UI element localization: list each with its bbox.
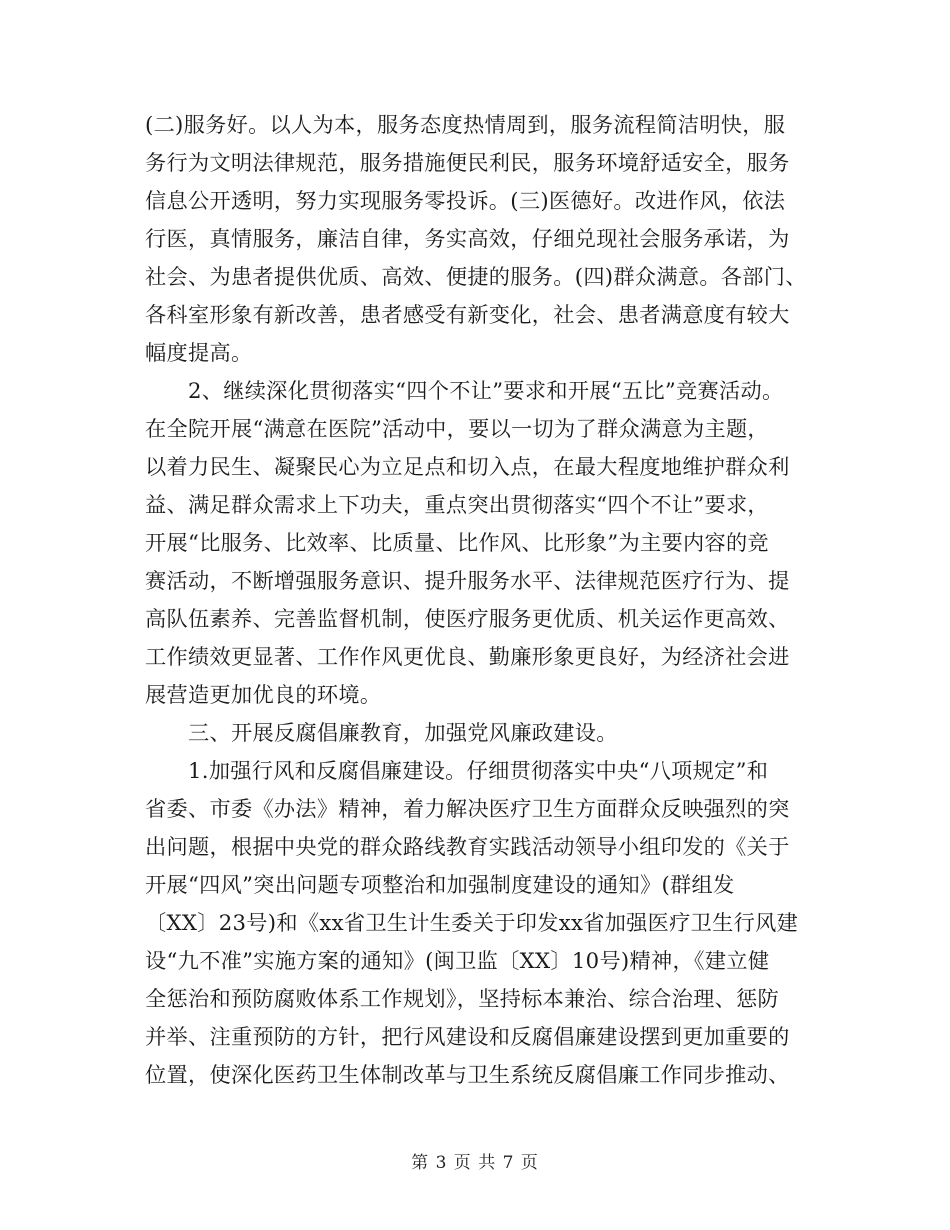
text-line: 展营造更加优良的环境。	[145, 682, 382, 707]
text-line: 高队伍素养、完善监督机制，使医疗服务更优质、机关运作更高效、	[145, 606, 790, 631]
text-line: (二)服务好。以人为本，服务态度热情周到，服务流程简洁明快，服	[145, 112, 786, 137]
text-line: 幅度提高。	[145, 340, 253, 365]
text-line: 赛活动，不断增强服务意识、提升服务水平、法律规范医疗行为、提	[145, 568, 790, 593]
text-line: 各科室形象有新改善，患者感受有新变化，社会、患者满意度有较大	[145, 302, 790, 327]
text-line: 社会、为患者提供优质、高效、便捷的服务。(四)群众满意。各部门、	[145, 264, 807, 289]
text-line: 全惩治和预防腐败体系工作规划》，坚持标本兼治、综合治理、惩防	[145, 986, 780, 1011]
text-line: 行医，真情服务，廉洁自律，务实高效，仔细兑现社会服务承诺，为	[145, 226, 790, 251]
text-line: 2、继续深化贯彻落实“四个不让”要求和开展“五比”竞赛活动。	[188, 378, 784, 403]
text-line: 信息公开透明，努力实现服务零投诉。(三)医德好。改进作风，依法	[145, 188, 786, 213]
text-line: 益、满足群众需求上下功夫，重点突出贯彻落实“四个不让”要求，	[145, 492, 769, 517]
text-line: 位置，使深化医药卫生体制改革与卫生系统反腐倡廉工作同步推动、	[145, 1062, 790, 1087]
text-line: 在全院开展“满意在医院”活动中，要以一切为了群众满意为主题，	[145, 416, 769, 441]
text-line: 以着力民生、凝聚民心为立足点和切入点，在最大程度地维护群众利	[145, 454, 790, 479]
text-line: 省委、市委《办法》精神，着力解决医疗卫生方面群众反映强烈的突	[145, 796, 790, 821]
text-line: 设“九不准”实施方案的通知》(闽卫监〔XX〕10号)精神，《建立健	[145, 948, 770, 973]
text-line: 开展“四风”突出问题专项整治和加强制度建设的通知》(群组发	[145, 872, 735, 897]
text-line: 三、开展反腐倡廉教育，加强党风廉政建设。	[188, 720, 618, 745]
text-line: 并举、注重预防的方针，把行风建设和反腐倡廉建设摆到更加重要的	[145, 1024, 790, 1049]
page-number-footer: 第 3 页 共 7 页	[411, 1153, 539, 1173]
text-line: 工作绩效更显著、工作作风更优良、勤廉形象更良好，为经济社会进	[145, 644, 790, 669]
text-line: 开展“比服务、比效率、比质量、比作风、比形象”为主要内容的竞	[145, 530, 769, 555]
text-line: 1.加强行风和反腐倡廉建设。仔细贯彻落实中央“八项规定”和	[188, 758, 769, 783]
text-line: 出问题，根据中央党的群众路线教育实践活动领导小组印发的《关于	[145, 834, 790, 859]
document-body	[145, 106, 825, 1094]
text-line: 〔XX〕23号)和《xx省卫生计生委关于印发xx省加强医疗卫生行风建	[145, 910, 799, 935]
text-line: 务行为文明法律规范，服务措施便民利民，服务环境舒适安全，服务	[145, 150, 790, 175]
